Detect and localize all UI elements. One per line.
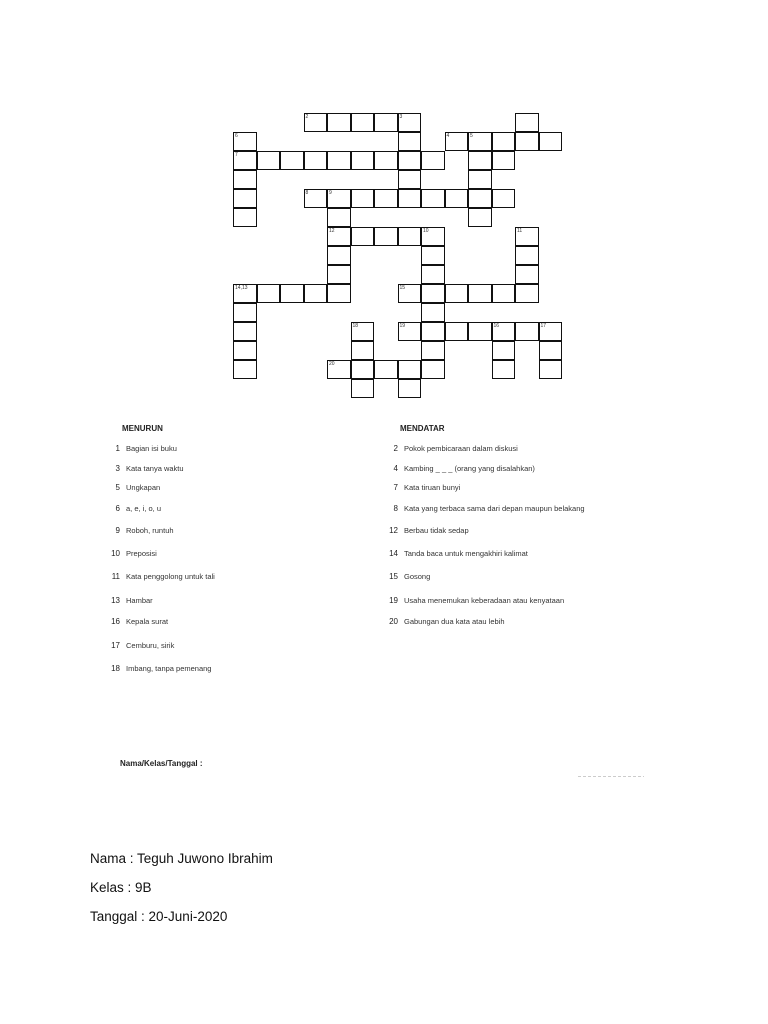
clue-item-text: Kata yang terbaca sama dari depan maupun belakang — [404, 503, 585, 513]
crossword-cell[interactable] — [468, 132, 492, 151]
crossword-cell[interactable] — [398, 113, 422, 132]
crossword-cell[interactable] — [304, 151, 328, 170]
clue-item-number: 16 — [111, 616, 120, 626]
crossword-cell[interactable] — [233, 151, 257, 170]
clue-item — [382, 526, 652, 535]
clue-number: 19 — [399, 323, 406, 329]
crossword-cell[interactable] — [374, 113, 398, 132]
crossword-cell[interactable] — [257, 151, 281, 170]
crossword-cell[interactable] — [421, 227, 445, 246]
crossword-cell[interactable] — [304, 284, 328, 303]
clue-item-text: a, e, i, o, u — [126, 503, 162, 513]
clue-item — [382, 572, 652, 581]
down-clues-title: MENURUN — [122, 424, 163, 433]
clue-number: 12 — [329, 228, 335, 234]
clue-item — [104, 464, 374, 473]
crossword-cell[interactable] — [539, 132, 563, 151]
crossword-cell[interactable] — [374, 189, 398, 208]
clue-number: 4 — [446, 133, 450, 139]
clue-item — [382, 549, 652, 558]
crossword-cell[interactable] — [515, 284, 539, 303]
student-name: Nama : Teguh Juwono Ibrahim — [90, 851, 273, 866]
clue-number: 20 — [329, 361, 335, 367]
clue-item-text: Kata penggolong untuk tali — [126, 571, 215, 581]
crossword-cell[interactable] — [233, 208, 257, 227]
faint-divider — [578, 776, 644, 777]
crossword-cell[interactable] — [398, 189, 422, 208]
crossword-cell[interactable] — [280, 284, 304, 303]
crossword-cell[interactable] — [492, 360, 516, 379]
student-class: Kelas : 9B — [90, 880, 152, 895]
clue-number: 5 — [470, 133, 473, 139]
clue-number: 6 — [235, 133, 238, 139]
clue-item-number: 18 — [111, 664, 120, 673]
clue-number: 16 — [493, 323, 500, 329]
crossword-cell[interactable] — [233, 132, 257, 151]
name-class-date-label: Nama/Kelas/Tanggal : — [120, 759, 203, 768]
crossword-cell[interactable] — [515, 246, 539, 265]
crossword-cell[interactable] — [468, 189, 492, 208]
crossword-cell[interactable] — [539, 341, 563, 360]
clue-item — [382, 444, 652, 453]
clue-number: 8 — [305, 190, 309, 196]
crossword-cell[interactable] — [304, 189, 328, 208]
clue-item-number: 8 — [393, 503, 398, 513]
crossword-cell[interactable] — [257, 284, 281, 303]
clue-item-text: Berbau tidak sedap — [404, 525, 469, 535]
crossword-cell[interactable] — [445, 284, 469, 303]
crossword-cell[interactable] — [492, 189, 516, 208]
crossword-cell[interactable] — [492, 132, 516, 151]
clue-item-number: 13 — [111, 595, 120, 605]
clue-number: 18 — [352, 323, 359, 329]
clue-item — [382, 596, 652, 605]
clue-number: 11 — [517, 228, 523, 234]
clue-item-text: Gabungan dua kata atau lebih — [404, 616, 505, 626]
crossword-cell[interactable] — [421, 341, 445, 360]
clue-item — [104, 526, 374, 535]
crossword-cell[interactable] — [398, 151, 422, 170]
crossword-cell[interactable] — [233, 170, 257, 189]
crossword-cell[interactable] — [468, 284, 492, 303]
clue-item-text: Usaha menemukan keberadaan atau kenyataan — [404, 595, 565, 605]
crossword-cell[interactable] — [445, 322, 469, 341]
crossword-cell[interactable] — [398, 360, 422, 379]
crossword-cell[interactable] — [421, 189, 445, 208]
clue-item-number: 12 — [389, 525, 398, 535]
crossword-cell[interactable] — [327, 113, 351, 132]
crossword-cell[interactable] — [492, 322, 516, 341]
clue-number: 9 — [329, 190, 332, 196]
crossword-cell[interactable] — [351, 360, 375, 379]
crossword-cell[interactable] — [492, 341, 516, 360]
clue-item-text: Tanda baca untuk mengakhiri kalimat — [404, 548, 528, 558]
crossword-cell[interactable] — [233, 189, 257, 208]
clue-item-text: Gosong — [404, 571, 431, 581]
clue-number: 15 — [399, 285, 406, 291]
crossword-cell[interactable] — [233, 360, 257, 379]
clue-item — [104, 444, 374, 453]
crossword-cell[interactable] — [445, 132, 469, 151]
crossword-cell[interactable] — [327, 189, 351, 208]
clue-item-number: 19 — [389, 595, 398, 605]
student-date: Tanggal : 20-Juni-2020 — [90, 909, 228, 924]
crossword-cell[interactable] — [398, 284, 422, 303]
crossword-cell[interactable] — [327, 227, 351, 246]
clue-item-text: Kata tiruan bunyi — [404, 483, 461, 492]
clue-item-number: 15 — [389, 571, 398, 581]
clue-item — [104, 641, 374, 650]
clue-number: 17 — [540, 323, 547, 329]
crossword-cell[interactable] — [233, 303, 257, 322]
clue-item — [104, 596, 374, 605]
clue-item — [104, 617, 374, 626]
crossword-cell[interactable] — [351, 151, 375, 170]
crossword-cell[interactable] — [445, 189, 469, 208]
crossword-cell[interactable] — [421, 151, 445, 170]
crossword-cell[interactable] — [327, 265, 351, 284]
clue-item — [382, 464, 652, 473]
clue-number: 3 — [399, 114, 403, 120]
crossword-cell[interactable] — [515, 322, 539, 341]
crossword-cell[interactable] — [468, 170, 492, 189]
crossword-cell[interactable] — [421, 322, 445, 341]
crossword-cell[interactable] — [374, 151, 398, 170]
clue-item-number: 17 — [111, 640, 120, 650]
clue-number: 7 — [235, 152, 238, 158]
crossword-cell[interactable] — [421, 360, 445, 379]
crossword-cell[interactable] — [515, 265, 539, 284]
crossword-cell[interactable] — [233, 341, 257, 360]
clue-item-number: 7 — [393, 483, 398, 492]
crossword-cell[interactable] — [374, 360, 398, 379]
crossword-grid — [0, 0, 768, 400]
crossword-cell[interactable] — [515, 113, 539, 132]
crossword-cell[interactable] — [468, 322, 492, 341]
crossword-cell[interactable] — [351, 113, 375, 132]
crossword-cell[interactable] — [280, 151, 304, 170]
crossword-cell[interactable] — [327, 151, 351, 170]
clue-item-number: 4 — [393, 463, 398, 473]
clue-item — [382, 483, 652, 492]
crossword-cell[interactable] — [492, 151, 516, 170]
crossword-cell[interactable] — [421, 246, 445, 265]
clue-item-text: Hambar — [126, 595, 153, 605]
clue-item-number: 3 — [115, 463, 120, 473]
clue-item-text: Pokok pembicaraan dalam diskusi — [404, 444, 518, 453]
crossword-cell[interactable] — [492, 284, 516, 303]
clue-item-text: Kata tanya waktu — [126, 463, 184, 473]
clue-item — [104, 504, 374, 513]
crossword-cell[interactable] — [233, 322, 257, 341]
crossword-cell[interactable] — [421, 284, 445, 303]
clue-item-number: 5 — [115, 483, 120, 492]
crossword-cell[interactable] — [421, 265, 445, 284]
clue-item-number: 11 — [111, 571, 120, 581]
crossword-cell[interactable] — [327, 208, 351, 227]
crossword-cell[interactable] — [421, 303, 445, 322]
clue-item-text: Kambing _ _ _ (orang yang disalahkan) — [404, 463, 535, 473]
clue-item-number: 10 — [111, 548, 120, 558]
clue-number: 14,13 — [235, 285, 248, 291]
across-clues-title: MENDATAR — [400, 424, 445, 433]
clue-item-text: Cemburu, sirik — [126, 640, 175, 650]
crossword-cell[interactable] — [233, 284, 257, 303]
crossword-cell[interactable] — [398, 379, 422, 398]
clue-item-text: Kepala surat — [126, 616, 169, 626]
crossword-cell[interactable] — [327, 360, 351, 379]
clue-item-text: Preposisi — [126, 548, 157, 558]
crossword-cell[interactable] — [304, 113, 328, 132]
crossword-cell[interactable] — [351, 341, 375, 360]
crossword-cell[interactable] — [539, 360, 563, 379]
crossword-cell[interactable] — [398, 322, 422, 341]
clue-item-number: 14 — [389, 548, 398, 558]
crossword-cell[interactable] — [327, 284, 351, 303]
clue-item — [382, 504, 652, 513]
crossword-cell[interactable] — [515, 227, 539, 246]
crossword-cell[interactable] — [468, 151, 492, 170]
clue-item-number: 2 — [393, 444, 398, 453]
crossword-cell[interactable] — [374, 227, 398, 246]
clue-item — [104, 549, 374, 558]
clue-item — [104, 572, 374, 581]
crossword-cell[interactable] — [468, 208, 492, 227]
crossword-cell[interactable] — [515, 132, 539, 151]
clue-number: 2 — [305, 114, 309, 120]
clue-item-number: 9 — [115, 525, 120, 535]
crossword-cell[interactable] — [398, 170, 422, 189]
crossword-cell[interactable] — [539, 322, 563, 341]
crossword-cell[interactable] — [351, 379, 375, 398]
clue-item-number: 20 — [389, 616, 398, 626]
clue-item-number: 6 — [115, 503, 120, 513]
clue-item-text: Bagian isi buku — [126, 444, 177, 453]
clue-item — [382, 617, 652, 626]
crossword-cell[interactable] — [351, 227, 375, 246]
crossword-cell[interactable] — [398, 132, 422, 151]
crossword-cell[interactable] — [351, 189, 375, 208]
clue-item-text: Imbang, tanpa pemenang — [126, 664, 212, 673]
clue-item — [104, 664, 374, 673]
crossword-cell[interactable] — [327, 246, 351, 265]
clue-item-text: Roboh, runtuh — [126, 525, 174, 535]
crossword-cell[interactable] — [398, 227, 422, 246]
clue-number: 10 — [423, 228, 429, 234]
clue-item — [104, 483, 374, 492]
clue-item-number: 1 — [115, 444, 120, 453]
crossword-cell[interactable] — [351, 322, 375, 341]
clue-item-text: Ungkapan — [126, 483, 161, 492]
